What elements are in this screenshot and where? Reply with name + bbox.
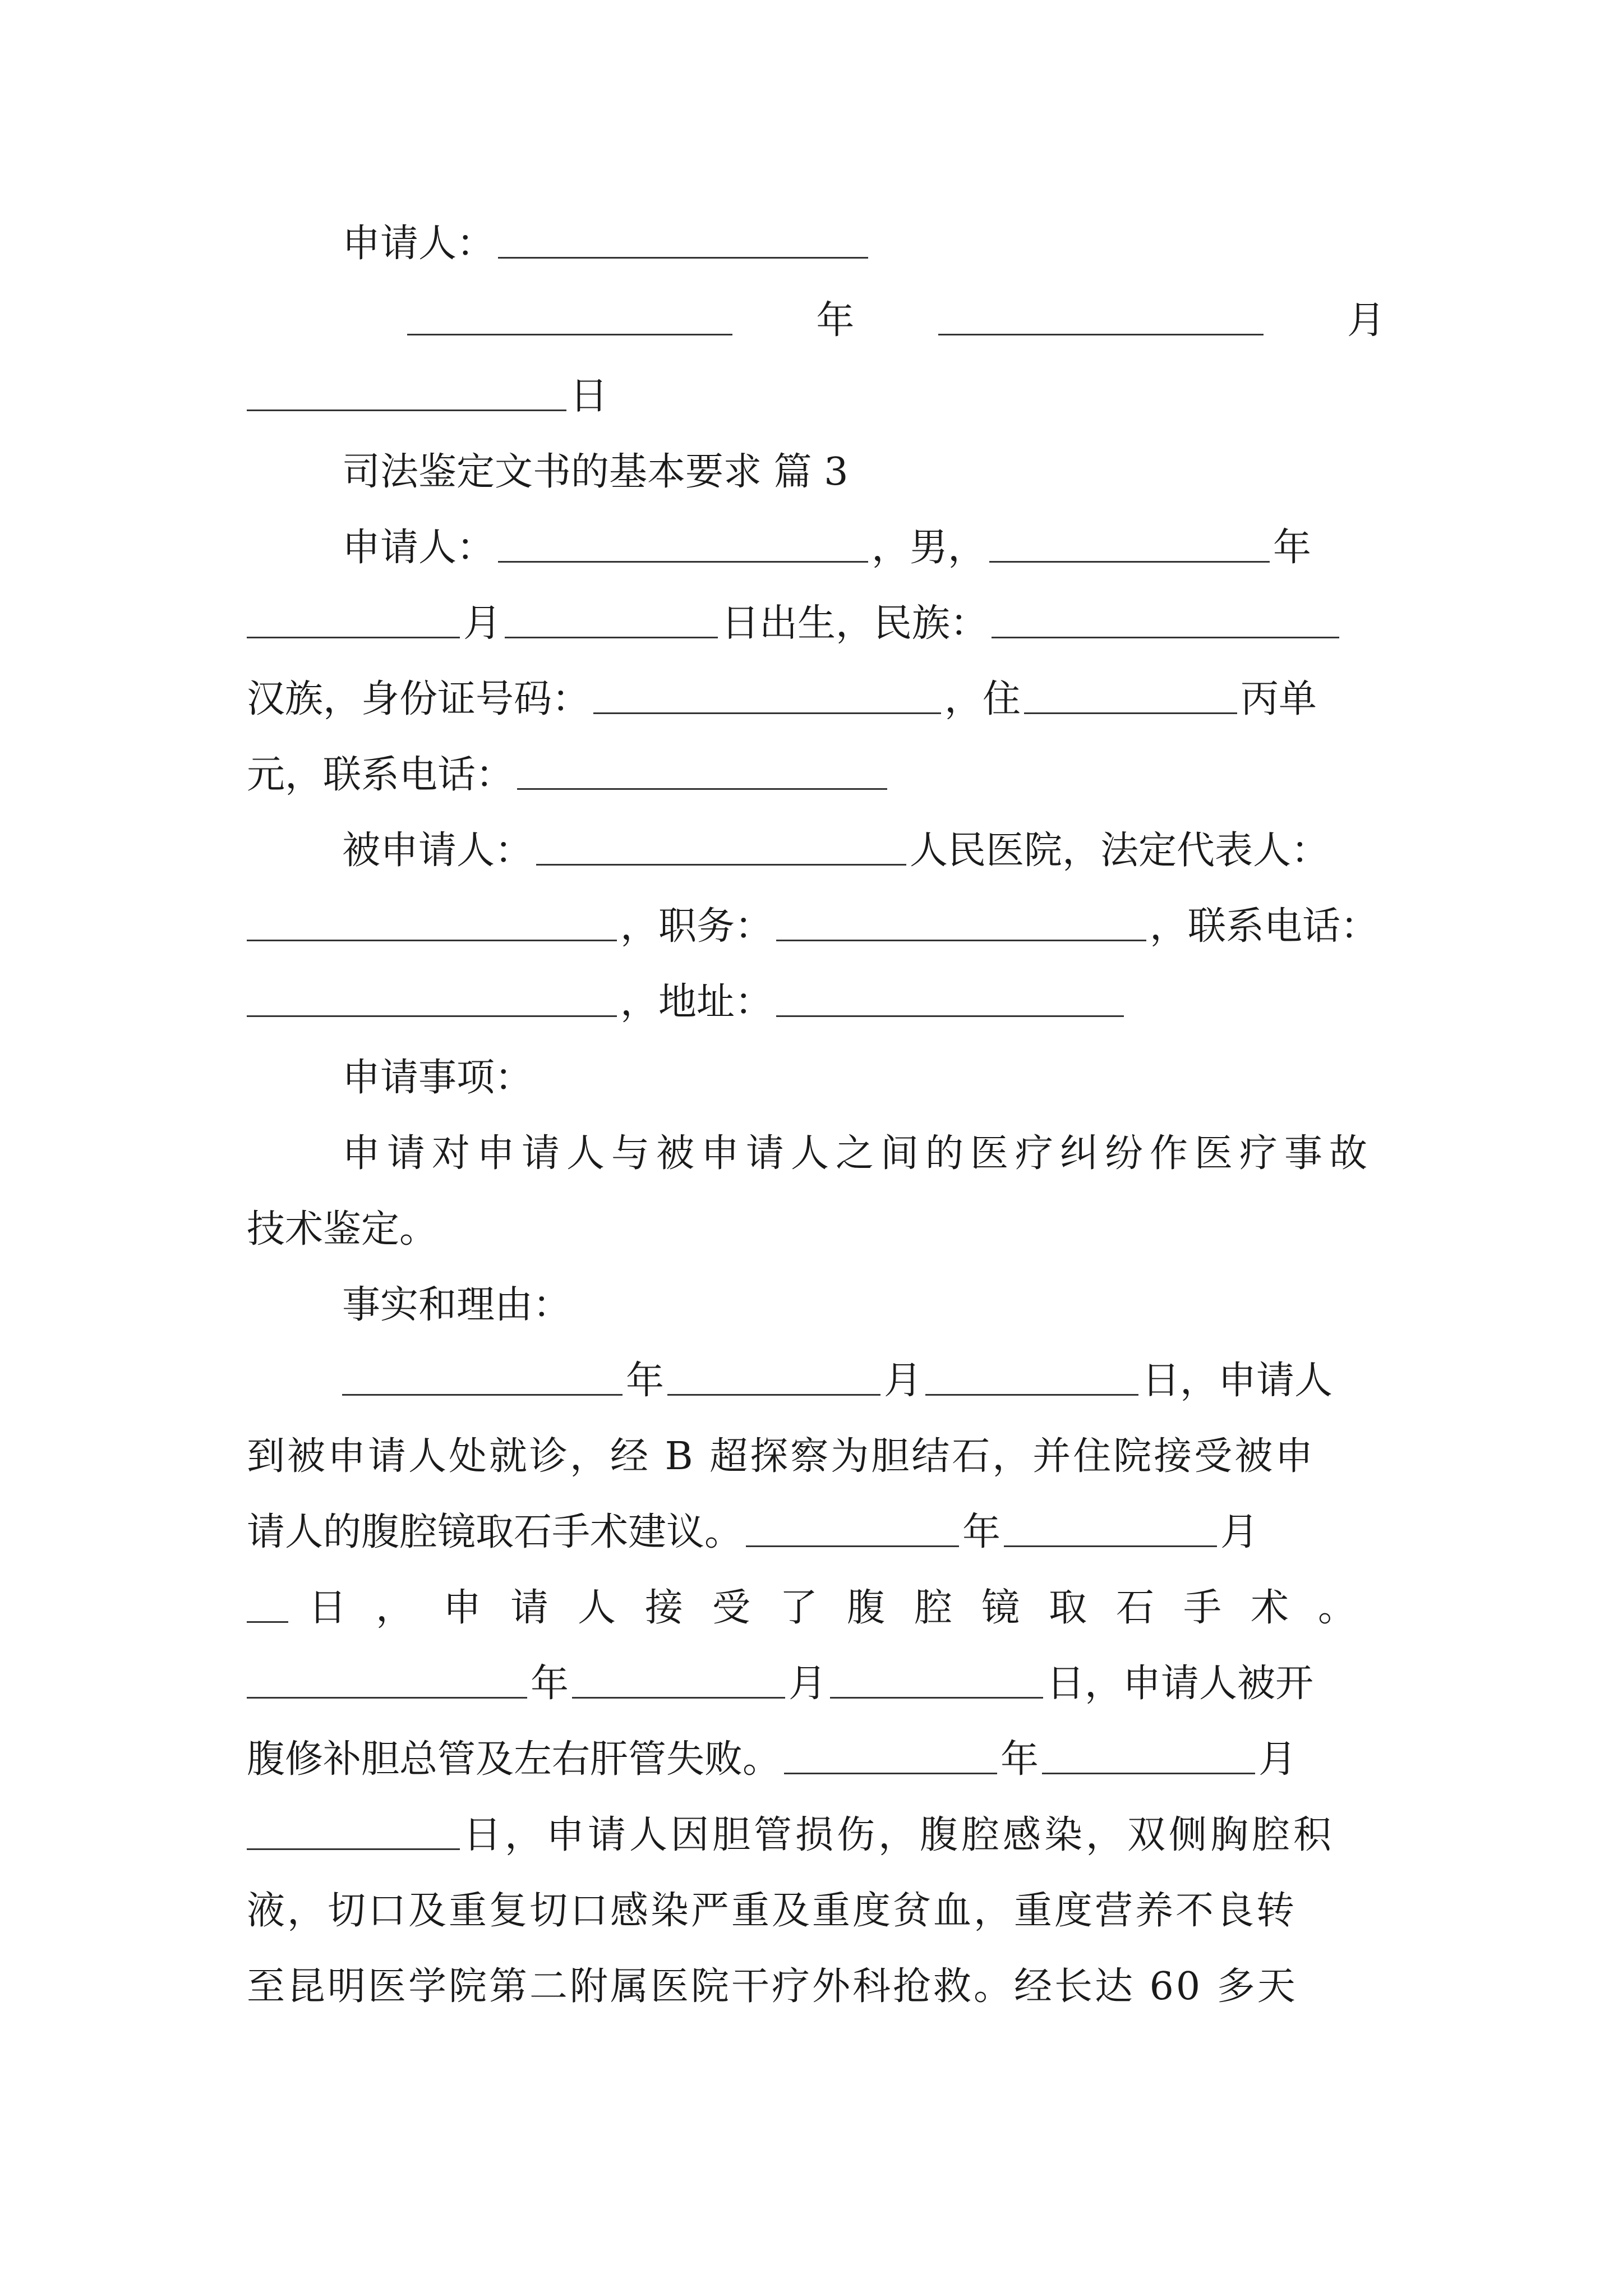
- id-label: 汉族，身份证号码：: [247, 677, 591, 721]
- respondent-address-label: ，地址：: [620, 980, 773, 1024]
- facts-line-7: [247, 1802, 1385, 1869]
- applicant-label-2: 申请人：: [342, 526, 495, 570]
- year-blank[interactable]: [407, 302, 732, 335]
- facts-text-5: 日，申请人被开: [1046, 1662, 1314, 1706]
- facts-month-blank-3[interactable]: [572, 1665, 785, 1699]
- facts-text-8: 液，切口及重复切口感染严重及重度贫血，重度营养不良转: [247, 1889, 1297, 1933]
- birth-ethnicity-label: 日出生，民族：: [721, 601, 989, 646]
- ethnicity-blank[interactable]: [992, 605, 1339, 638]
- facts-text-9: 至昆明医学院第二附属医院干疗外科抢救。经长达 60 多天: [247, 1964, 1298, 2009]
- respondent-line-2: [247, 893, 1385, 960]
- respondent-phone-label: ，联系电话：: [1150, 904, 1379, 949]
- facts-year-label-2: 年: [962, 1510, 1001, 1554]
- hospital-legal-rep-label: 人民医院，法定代表人：: [910, 829, 1330, 873]
- facts-text-3: 请人的腹腔镜取石手术建议。: [247, 1510, 743, 1554]
- facts-month-blank-4[interactable]: [1042, 1741, 1255, 1774]
- facts-year-blank-4[interactable]: [784, 1741, 997, 1774]
- facts-line-2: [247, 1423, 1385, 1490]
- date-line-2: [247, 363, 1385, 430]
- facts-year-label-4: 年: [1000, 1737, 1039, 1782]
- applicant-info-line-1: [247, 514, 1385, 582]
- facts-day-blank-2[interactable]: [247, 1590, 288, 1623]
- applicant-info-line-3: [247, 666, 1385, 733]
- applicant-info-line-4: [247, 742, 1385, 809]
- request-text-2: 技术鉴定。: [247, 1207, 438, 1251]
- applicant-name-blank[interactable]: [498, 530, 868, 563]
- respondent-label: 被申请人：: [342, 829, 533, 873]
- facts-month-label-2: 月: [1220, 1510, 1259, 1554]
- facts-line-6: [247, 1726, 1385, 1793]
- birth-month-blank[interactable]: [247, 605, 460, 638]
- applicant-line: [247, 210, 1385, 278]
- facts-year-label-1: 年: [626, 1359, 665, 1403]
- gender-text: ，男，: [872, 526, 986, 570]
- respondent-blank[interactable]: [536, 832, 906, 866]
- request-text-1: 申请对申请人与被申请人之间的医疗纠纷作医疗事故: [342, 1131, 1375, 1176]
- respondent-phone-blank[interactable]: [247, 984, 617, 1017]
- facts-line-3: [247, 1499, 1385, 1566]
- unit-text: 丙单: [1241, 677, 1317, 721]
- facts-line-8: [247, 1878, 1385, 1945]
- id-blank[interactable]: [593, 681, 941, 714]
- facts-heading: [247, 1272, 1385, 1339]
- facts-day-blank-1[interactable]: [925, 1363, 1138, 1396]
- month-label: 月: [1347, 298, 1385, 343]
- request-heading-text: 申请事项：: [342, 1056, 533, 1100]
- month-blank[interactable]: [938, 302, 1264, 335]
- facts-text-7: 日，申请人因胆管损伤，腹腔感染，双侧胸腔积: [463, 1813, 1335, 1857]
- respondent-line-1: [247, 817, 1385, 885]
- facts-line-9: [247, 1953, 1385, 2021]
- birth-year-label: 年: [1273, 526, 1312, 570]
- facts-year-blank-1[interactable]: [342, 1363, 623, 1396]
- section-title: [247, 439, 1385, 506]
- facts-line-4: [247, 1575, 1385, 1642]
- facts-year-blank-2[interactable]: [746, 1514, 959, 1547]
- facts-month-label-1: 月: [884, 1359, 923, 1403]
- request-line-2: [247, 1196, 1385, 1263]
- section-title-text: 司法鉴定文书的基本要求 篇 3: [342, 450, 849, 494]
- day-blank[interactable]: [247, 378, 566, 411]
- legal-rep-blank[interactable]: [247, 908, 617, 941]
- facts-text-4: 日，申请人接受了腹腔镜取石手术。: [308, 1586, 1385, 1630]
- facts-year-blank-3[interactable]: [247, 1665, 527, 1699]
- facts-month-blank-2[interactable]: [1004, 1514, 1217, 1547]
- address-blank[interactable]: [1024, 681, 1237, 714]
- applicant-info-line-2: [247, 590, 1385, 657]
- facts-heading-text: 事实和理由：: [342, 1283, 571, 1327]
- facts-day-blank-3[interactable]: [830, 1665, 1043, 1699]
- date-line-1: [247, 287, 1385, 355]
- facts-text-2: 到被申请人处就诊，经 B 超探察为胆结石，并住院接受被申: [247, 1434, 1316, 1479]
- facts-day-blank-4[interactable]: [247, 1817, 460, 1850]
- facts-year-label-3: 年: [531, 1662, 569, 1706]
- position-label: ，职务：: [620, 904, 773, 949]
- respondent-address-blank[interactable]: [776, 984, 1124, 1017]
- position-blank[interactable]: [776, 908, 1146, 941]
- birth-day-blank[interactable]: [505, 605, 718, 638]
- phone-blank[interactable]: [517, 757, 887, 790]
- applicant-label: 申请人：: [342, 222, 495, 266]
- applicant-blank[interactable]: [498, 226, 868, 259]
- address-label: ，住: [944, 677, 1021, 721]
- phone-label: 元，联系电话：: [247, 753, 514, 797]
- request-heading: [247, 1045, 1385, 1112]
- facts-month-blank-1[interactable]: [667, 1363, 880, 1396]
- facts-line-5: [247, 1650, 1385, 1718]
- birth-month-label: 月: [463, 601, 502, 646]
- facts-month-label-3: 月: [789, 1662, 827, 1706]
- year-label: 年: [816, 298, 855, 343]
- respondent-line-3: [247, 969, 1385, 1036]
- facts-text-6: 腹修补胆总管及左右肝管失败。: [247, 1737, 781, 1782]
- day-label: 日: [570, 374, 608, 418]
- facts-text-1: 日，申请人: [1142, 1359, 1333, 1403]
- facts-month-label-4: 月: [1258, 1737, 1297, 1782]
- facts-line-1: [247, 1347, 1385, 1415]
- request-line-1: [247, 1120, 1385, 1188]
- birth-year-blank[interactable]: [989, 530, 1270, 563]
